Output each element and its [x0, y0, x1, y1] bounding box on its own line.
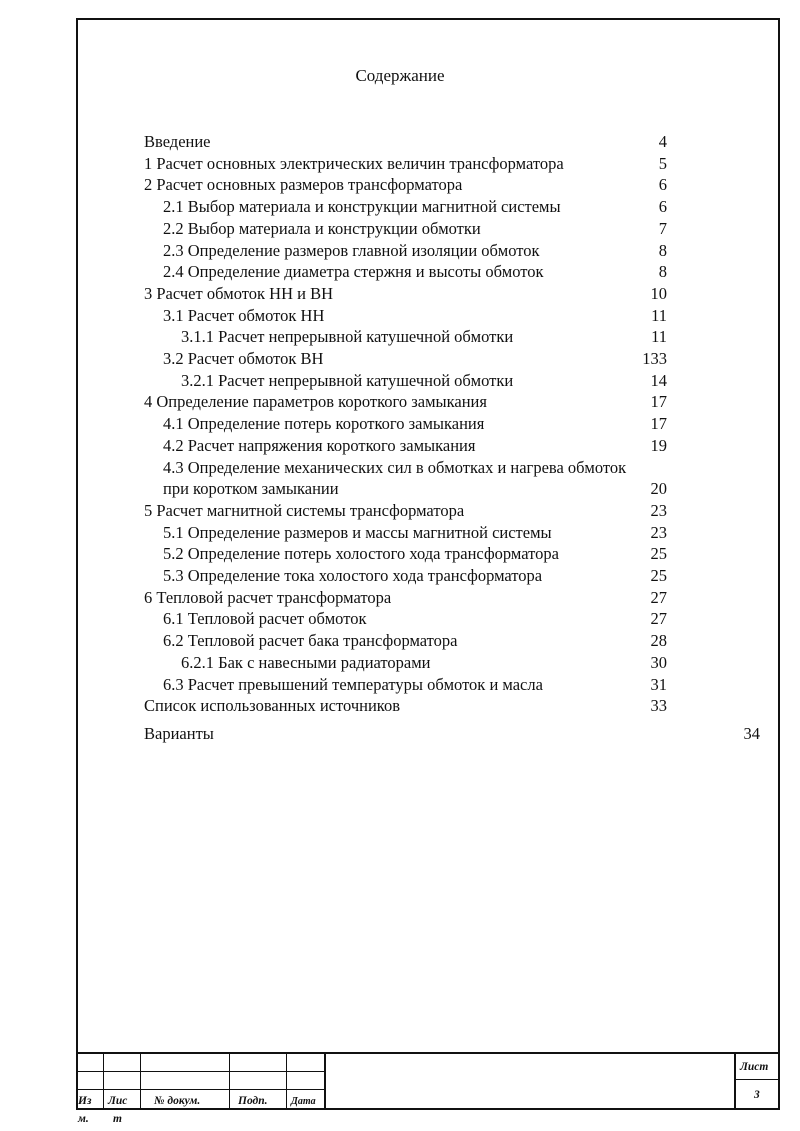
- toc-entry-title: 4.3 Определение механических сил в обмотках и нагрева обмоток при коротком замыкании: [163, 457, 627, 498]
- toc-entry-title: 2.1 Выбор материала и конструкции магнитной системы: [163, 197, 561, 217]
- toc-entry-title: 3.1 Расчет обмоток НН: [163, 305, 325, 325]
- stamp-col-doc: № докум.: [154, 1095, 201, 1107]
- toc-entry-title: 1 Расчет основных электрических величин трансформатора: [144, 153, 564, 173]
- toc-entry-title: 5.3 Определение тока холостого хода трансформатора: [163, 566, 543, 585]
- toc-entry-title: 3.2 Расчет обмоток ВН: [163, 349, 324, 368]
- toc-entry-title: 3 Расчет обмоток НН и ВН: [144, 283, 334, 303]
- toc-entry-title: Введение: [144, 132, 211, 151]
- toc-entry-title: 4 Определение параметров короткого замыкания: [144, 392, 487, 412]
- toc-entry-page: 27: [650, 609, 667, 629]
- toc-entry-title: 3.1.1 Расчет непрерывной катушечной обмотки: [181, 327, 514, 347]
- stamp-col-izm: Из: [78, 1095, 92, 1107]
- toc-entry-page: 20: [650, 479, 667, 498]
- toc-entry-title: 2 Расчет основных размеров трансформатора: [144, 175, 463, 195]
- toc-entry-page: 10: [650, 283, 667, 303]
- toc-entry-page: 30: [650, 652, 667, 672]
- toc-entry-page: 8: [658, 262, 667, 282]
- toc-entry-page: 28: [650, 631, 667, 651]
- toc-entry-page: 133: [642, 349, 667, 368]
- toc-entry-title: 4.1 Определение потерь короткого замыкания: [163, 414, 485, 434]
- stamp-col-list-wrap: т: [113, 1113, 122, 1125]
- title-block: [76, 1052, 780, 1110]
- toc-entry-title: 4.2 Расчет напряжения короткого замыкания: [163, 435, 476, 455]
- toc-entry-title: 6 Тепловой расчет трансформатора: [144, 587, 392, 607]
- toc-entry-page: 34: [743, 723, 760, 743]
- toc-entry-title: 5.2 Определение потерь холостого хода трансформатора: [163, 544, 559, 564]
- toc-entry-page: 11: [651, 327, 667, 347]
- toc-entry-title: 6.2.1 Бак с навесными радиаторами: [181, 652, 431, 672]
- toc-entry-page: 31: [650, 674, 667, 694]
- toc-entry: [163, 457, 667, 499]
- toc-entry-page: 4: [658, 132, 667, 151]
- toc-entry-page: 6: [658, 175, 667, 195]
- toc-entry-title: Варианты: [144, 723, 214, 743]
- toc-entry-title: 6.3 Расчет превышений температуры обмоток и масла: [163, 674, 543, 694]
- stamp-sheet-number: 3: [754, 1089, 760, 1101]
- toc-entry-page: 11: [651, 305, 667, 325]
- toc-entry-page: 17: [650, 414, 667, 434]
- toc-entry-page: 17: [650, 392, 667, 412]
- toc-entry-title: 5 Расчет магнитной системы трансформатора: [144, 500, 465, 520]
- toc-entry-title: 5.1 Определение размеров и массы магнитной системы: [163, 522, 552, 542]
- toc-entry-title: 3.2.1 Расчет непрерывной катушечной обмотки: [181, 370, 514, 390]
- toc-entry-title: 6.1 Тепловой расчет обмоток: [163, 609, 367, 629]
- toc-entry-page: 7: [658, 218, 667, 238]
- toc-entry-title: 2.3 Определение размеров главной изоляции обмоток: [163, 240, 540, 260]
- toc-entry-title: Список использованных источников: [144, 696, 400, 716]
- stamp-col-sign: Подп.: [238, 1095, 268, 1107]
- toc-entry-page: 25: [650, 566, 667, 585]
- toc-entry-page: 19: [650, 435, 667, 455]
- stamp-sheet-label: Лист: [740, 1061, 769, 1073]
- toc-entry-page: 33: [650, 696, 667, 716]
- toc-entry-page: 25: [650, 544, 667, 564]
- page-title: Содержание: [355, 66, 445, 85]
- toc-entry-page: 23: [650, 500, 667, 520]
- toc-entry-page: 5: [658, 153, 667, 173]
- toc-entry-page: 27: [650, 587, 667, 607]
- toc-entry-page: 6: [658, 197, 667, 217]
- toc-entry-page: 23: [650, 522, 667, 542]
- toc-entry-title: 2.2 Выбор материала и конструкции обмотки: [163, 218, 481, 238]
- toc-entry-title: 2.4 Определение диаметра стержня и высоты обмоток: [163, 262, 544, 282]
- stamp-col-izm-wrap: м.: [78, 1113, 89, 1125]
- stamp-col-list: Лис: [108, 1095, 128, 1107]
- toc-entry-title: 6.2 Тепловой расчет бака трансформатора: [163, 631, 458, 651]
- toc-entry-page: 8: [658, 240, 667, 260]
- toc-entry-page: 14: [650, 370, 667, 390]
- stamp-col-date: Дата: [291, 1096, 316, 1107]
